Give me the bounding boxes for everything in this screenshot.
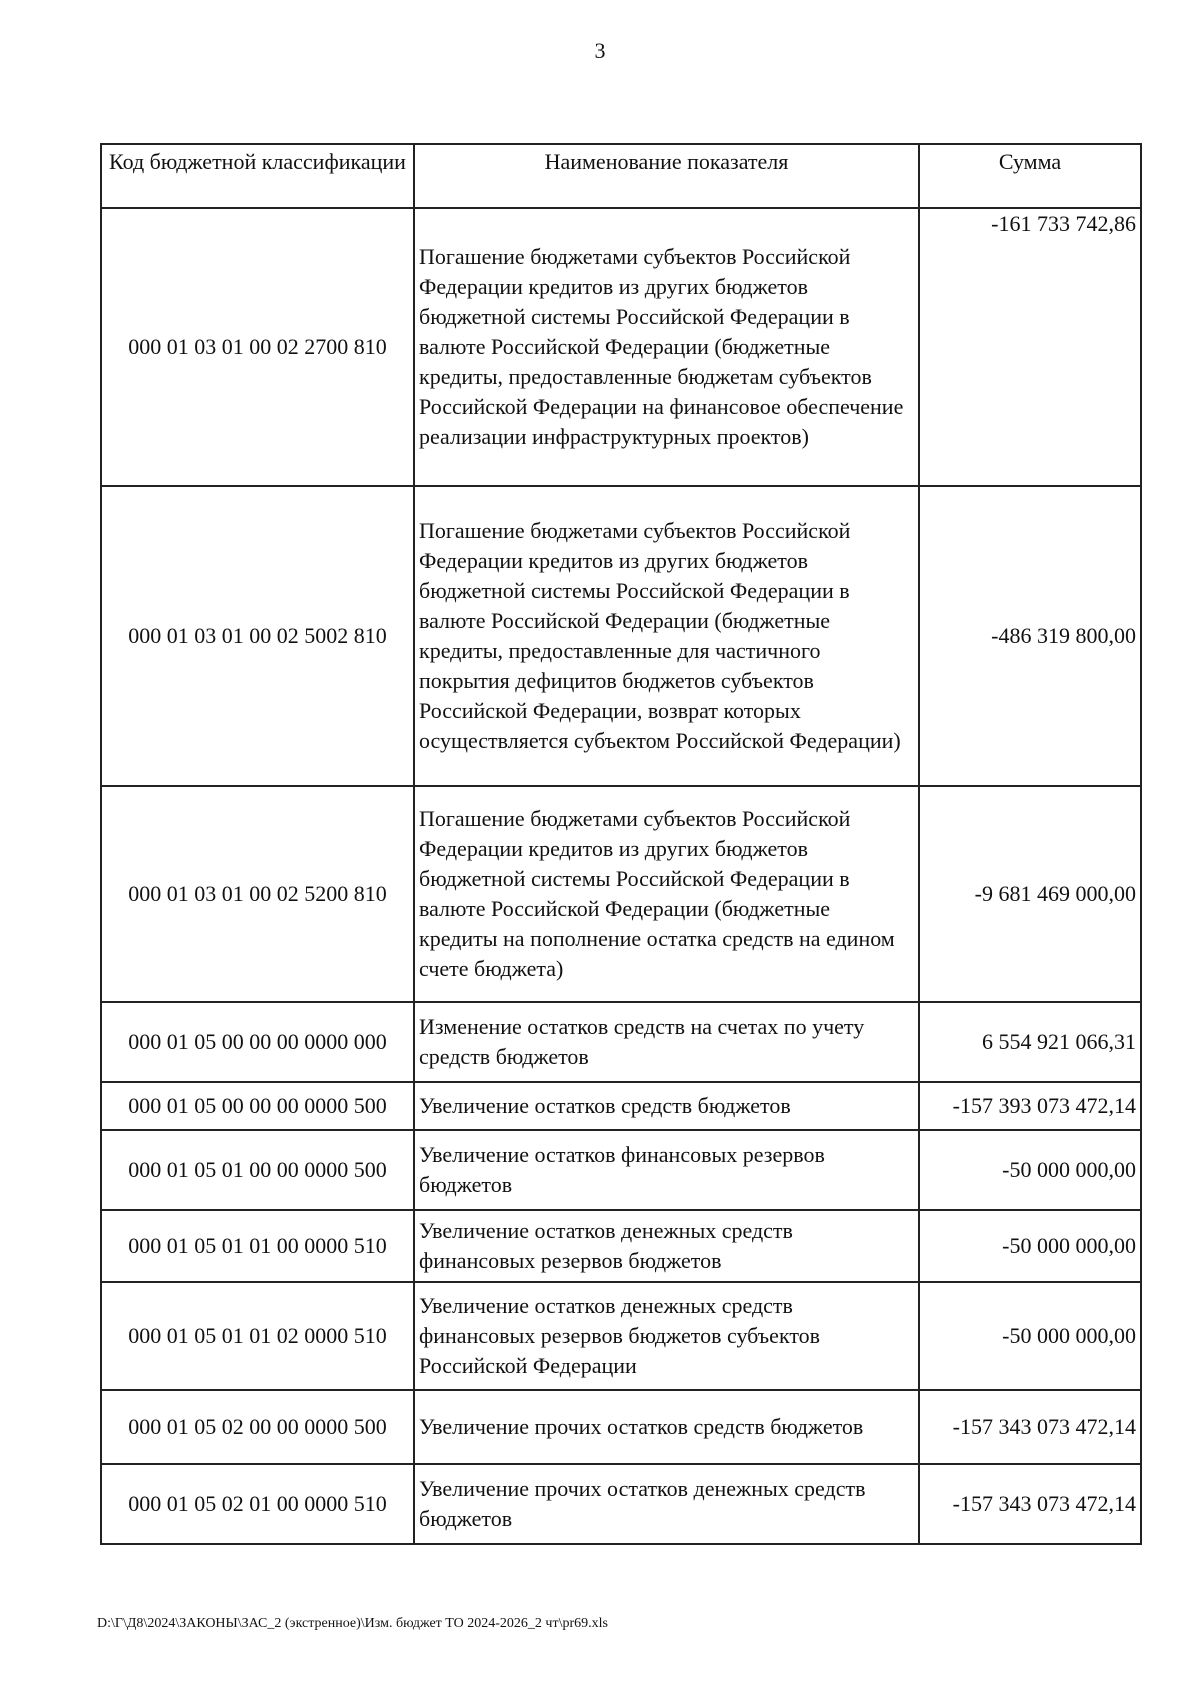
table-row	[101, 1390, 1141, 1464]
row-sum: 6 554 921 066,31	[919, 1002, 1141, 1082]
row-sum: -50 000 000,00	[919, 1282, 1141, 1390]
row-name: Увеличение прочих остатков средств бюджетов	[414, 1390, 919, 1464]
row-name: Увеличение остатков денежных средств финансовых резервов бюджетов	[414, 1210, 919, 1282]
row-name: Погашение бюджетами субъектов Российской Федерации кредитов из других бюджетов бюджетной системы Российской Федерации в валюте Российской Федерации (бюджетные кредиты, предоставленные бюджетам субъектов Российской Федерации на финансовое обеспечение реализации инфраструктурных проектов)	[414, 208, 919, 486]
row-code: 000 01 03 01 00 02 5002 810	[101, 486, 414, 786]
row-code: 000 01 05 00 00 00 0000 000	[101, 1002, 414, 1082]
table-row	[101, 1464, 1141, 1544]
table-row	[101, 208, 1141, 486]
row-name: Погашение бюджетами субъектов Российской Федерации кредитов из других бюджетов бюджетной системы Российской Федерации в валюте Российской Федерации (бюджетные кредиты, предоставленные для частичного покрытия дефицитов бюджетов субъектов Российской Федерации, возврат которых осуществляется субъектом Российской Федерации)	[414, 486, 919, 786]
header-code: Код бюджетной классификации	[101, 144, 414, 208]
row-code: 000 01 05 01 00 00 0000 500	[101, 1130, 414, 1210]
row-code: 000 01 03 01 00 02 5200 810	[101, 786, 414, 1002]
row-sum: -157 393 073 472,14	[919, 1082, 1141, 1130]
row-code: 000 01 05 01 01 00 0000 510	[101, 1210, 414, 1282]
row-sum: -9 681 469 000,00	[919, 786, 1141, 1002]
row-sum: -161 733 742,86	[919, 208, 1141, 486]
file-path-footer: D:\Г\Д8\2024\ЗАКОНЫ\ЗАС_2 (экстренное)\Изм. бюджет ТО 2024-2026_2 чт\pr69.xls	[97, 1616, 608, 1631]
row-name: Увеличение остатков финансовых резервов бюджетов	[414, 1130, 919, 1210]
row-code: 000 01 05 01 01 02 0000 510	[101, 1282, 414, 1390]
table-row	[101, 1282, 1141, 1390]
table-row	[101, 786, 1141, 1002]
row-name: Увеличение остатков средств бюджетов	[414, 1082, 919, 1130]
row-code: 000 01 05 00 00 00 0000 500	[101, 1082, 414, 1130]
row-name: Увеличение остатков денежных средств финансовых резервов бюджетов субъектов Российской Федерации	[414, 1282, 919, 1390]
row-sum: -50 000 000,00	[919, 1210, 1141, 1282]
table-row	[101, 1130, 1141, 1210]
table-row	[101, 1210, 1141, 1282]
row-name: Изменение остатков средств на счетах по учету средств бюджетов	[414, 1002, 919, 1082]
row-sum: -157 343 073 472,14	[919, 1464, 1141, 1544]
row-code: 000 01 05 02 01 00 0000 510	[101, 1464, 414, 1544]
row-sum: -157 343 073 472,14	[919, 1390, 1141, 1464]
row-code: 000 01 05 02 00 00 0000 500	[101, 1390, 414, 1464]
row-name: Увеличение прочих остатков денежных средств бюджетов	[414, 1464, 919, 1544]
table-header-row	[101, 144, 1141, 208]
table-row	[101, 486, 1141, 786]
page-number: 3	[594, 38, 606, 63]
header-sum: Сумма	[919, 144, 1141, 208]
budget-table	[100, 143, 1142, 1545]
table-row	[101, 1002, 1141, 1082]
row-sum: -50 000 000,00	[919, 1130, 1141, 1210]
table-row	[101, 1082, 1141, 1130]
row-name: Погашение бюджетами субъектов Российской Федерации кредитов из других бюджетов бюджетной системы Российской Федерации в валюте Российской Федерации (бюджетные кредиты на пополнение остатка средств на едином счете бюджета)	[414, 786, 919, 1002]
header-name: Наименование показателя	[414, 144, 919, 208]
row-sum: -486 319 800,00	[919, 486, 1141, 786]
row-code: 000 01 03 01 00 02 2700 810	[101, 208, 414, 486]
